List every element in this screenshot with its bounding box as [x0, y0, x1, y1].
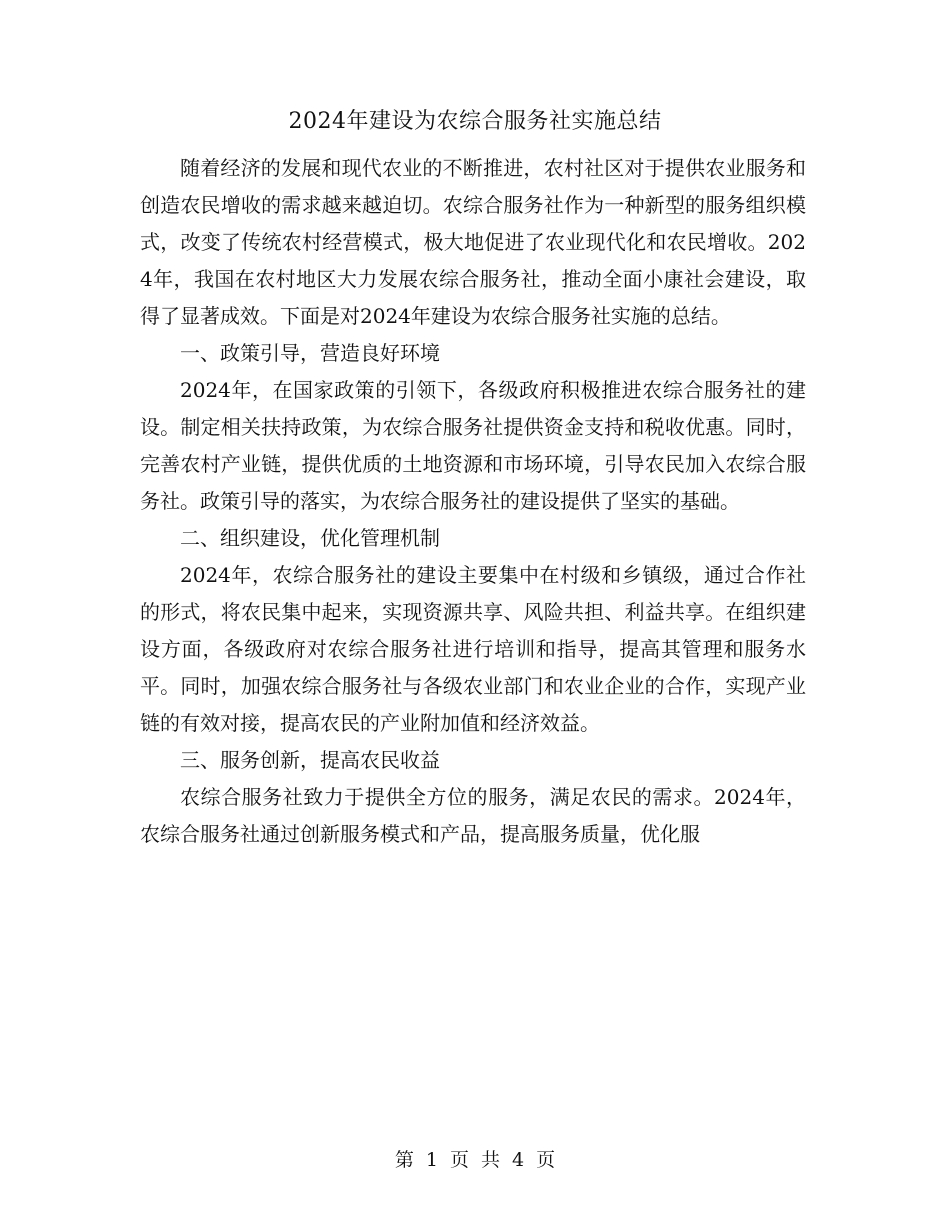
section-heading-service: 三、服务创新，提高农民收益: [180, 748, 440, 772]
section-heading-organization: 二、组织建设，优化管理机制: [180, 526, 440, 550]
service-paragraph: 农综合服务社致力于提供全方位的服务，满足农民的需求。2024年，农综合服务社通过创新服务模式和产品，提高服务质量，优化服: [140, 785, 806, 846]
organization-paragraph: 2024年，农综合服务社的建设主要集中在村级和乡镇级，通过合作社的形式，将农民集中起来，实现资源共享、风险共担、利益共享。在组织建设方面，各级政府对农综合服务社进行培训和指导，提高其管理和服务水平。同时，加强农综合服务社与各级农业部门和农业企业的合作，实现产业链的有效对接，提高农民的产业附加值和经济效益。: [140, 563, 806, 735]
section-heading-policy: 一、政策引导，营造良好环境: [180, 341, 440, 365]
document-title: 2024年建设为农综合服务社实施总结: [288, 109, 662, 134]
page-number-footer: 第 1 页 共 4 页: [394, 1149, 556, 1171]
document-body: [140, 150, 806, 853]
policy-paragraph: 2024年，在国家政策的引领下，各级政府积极推进农综合服务社的建设。制定相关扶持政策，为农综合服务社提供资金支持和税收优惠。同时，完善农村产业链，提供优质的土地资源和市场环境，引导农民加入农综合服务社。政策引导的落实，为农综合服务社的建设提供了坚实的基础。: [140, 378, 806, 513]
intro-paragraph: 随着经济的发展和现代农业的不断推进，农村社区对于提供农业服务和创造农民增收的需求越来越迫切。农综合服务社作为一种新型的服务组织模式，改变了传统农村经营模式，极大地促进了农业现代化和农民增收。2024年，我国在农村地区大力发展农综合服务社，推动全面小康社会建设，取得了显著成效。下面是对2024年建设为农综合服务社实施的总结。: [140, 156, 806, 328]
